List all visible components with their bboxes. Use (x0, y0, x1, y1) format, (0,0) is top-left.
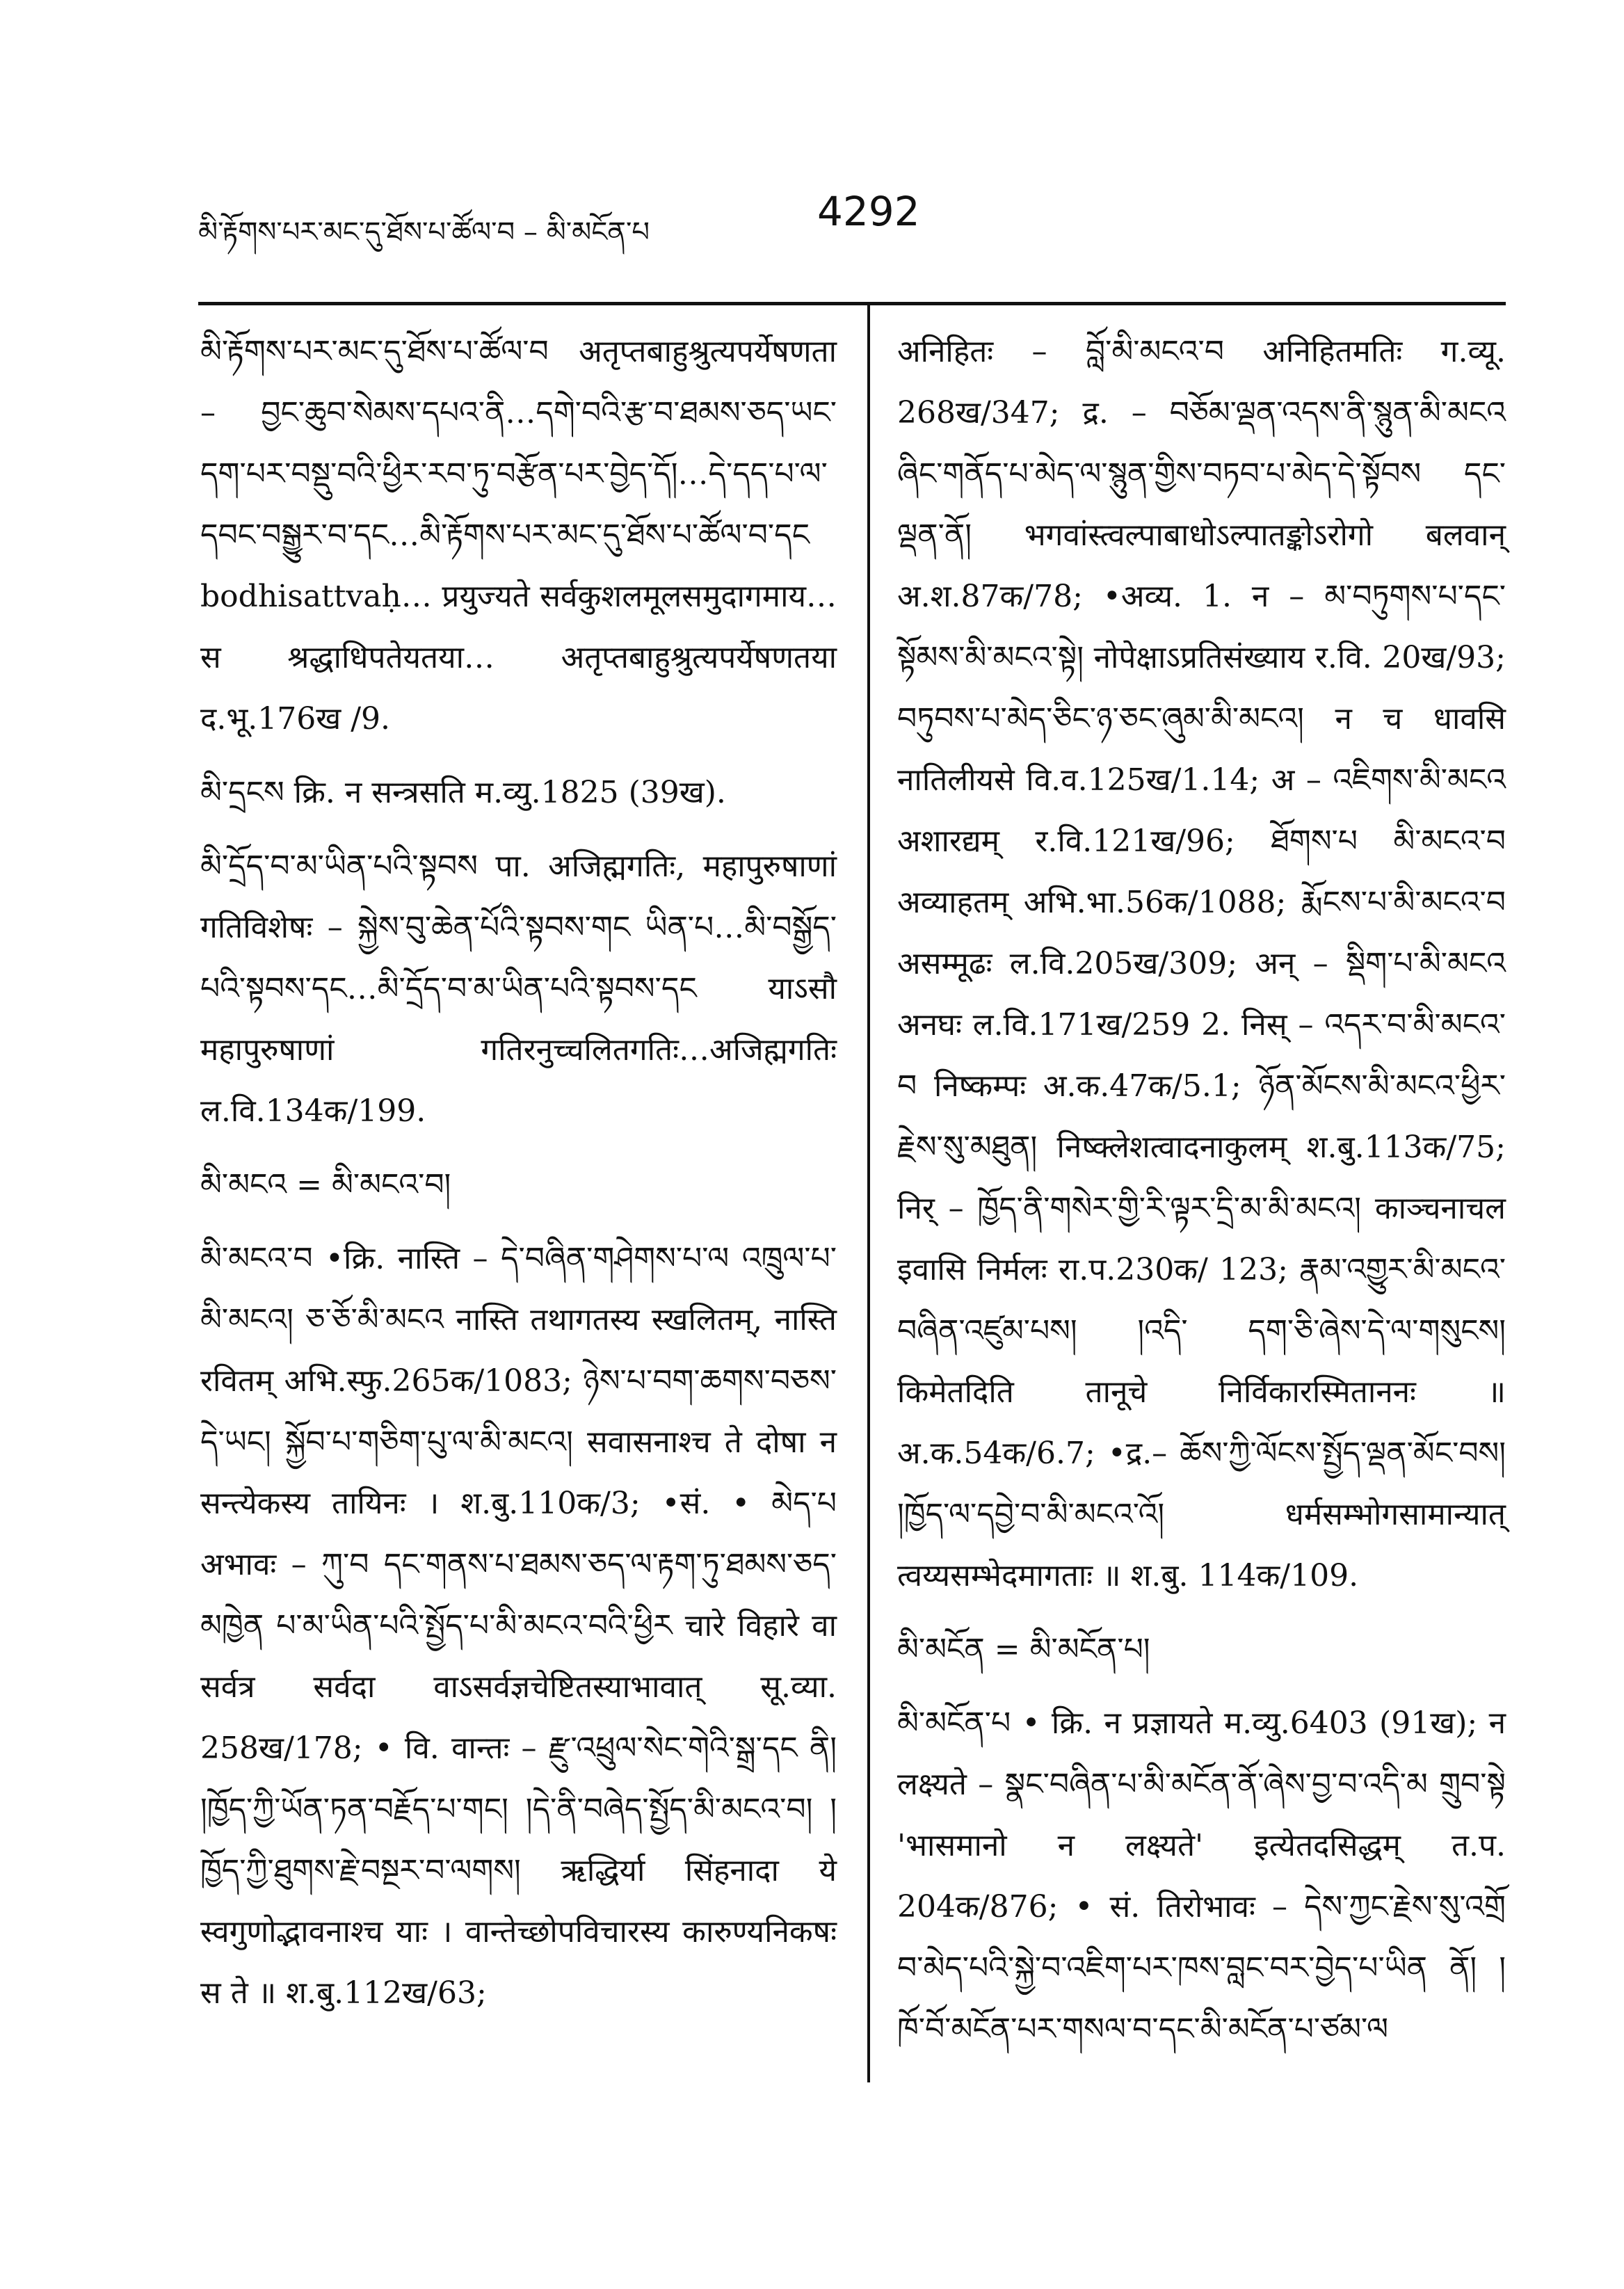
left-column (200, 321, 837, 2234)
cross-reference-entry: མི་མངའ = མི་མངའ་བ། (200, 1167, 451, 1203)
page-header (198, 188, 1506, 257)
column-divider (867, 302, 870, 2082)
dictionary-entry: མི་མངའ་བ •क्रि. नास्ति – དེ་བཞིན་གཤེགས་པ་ལ འཁྲུལ་པ་མི་མངའ། ཅ་ཅོ་མི་མངའ नास्ति तथागतस्य स्खलितम्, नास्ति रवितम् अभि.स्फु.265क/1083; ཉེས་པ་བག་ཆགས་བཅས་དེ་ཡང། སྐྱོབ་པ་གཅིག་པུ་ལ་མི་མངའ། सवासनाश्च ते दोषा न सन्त्येकस्य तायिनः । श.बु.110क/3; •सं. • མེད་པ अभावः – ཀུ་བ དང་གནས་པ་ཐམས་ཅད་ལ་རྟག་ཏུ་ཐམས་ཅད་མཁྱེན པ་མ་ཡིན་པའི་སྤྱོད་པ་མི་མངའ་བའི་ཕྱིར चारे विहारे वा सर्वत्र सर्वदा वाऽसर्वज्ञचेष्टितस्याभावात् सू.व्या. 258ख/178; • वि. वान्तः – རྫུ་འཕྲུལ་སེང་གེའི་སྒྲ་དང ནི། །ཁྱོད་ཀྱི་ཡོན་ཏན་བརྗོད་པ་གང། །དེ་ནི་བཞེད་སྤྱོད་མི་མངའ་བ། །ཁྱོད་ཀྱི་ཐུགས་རྗེ་བསྔར་བ་ལགས། ऋद्धिर्या सिंहनादा ये स्वगुणोद्भावनाश्च याः । वान्तेच्छोपविचारस्य कारुण्यनिकषः स ते ॥ श.बु.112ख/63; (200, 1241, 837, 2011)
dictionary-entry: མི་དྲངས क्रि. न सन्त्रसति म.व्यु.1825 (39ख). (200, 775, 726, 810)
page-number: 4292 (817, 188, 920, 235)
dictionary-entry: མི་དྲོད་བ་མ་ཡིན་པའི་སྟབས पा. अजिह्मगतिः, महापुरुषाणां गतिविशेषः – སྐྱེས་བུ་ཆེན་པོའི་སྟབས་གང ཡིན་པ…མི་བསྒྱོད་པའི་སྟབས་དང…མི་དྲོད་བ་མ་ཡིན་པའི་སྟབས་དང याऽसौ महापुरुषाणां गतिरनुच्चलितगतिः…अजिह्मगतिः ल.वि.134क/199. (200, 849, 837, 1129)
running-title: མི་རྟོགས་པར་མང་དུ་ཐོས་པ་ཚོལ་བ – མི་མངོན་པ (198, 216, 650, 248)
dictionary-entry: མི་རྟོགས་པར་མང་དུ་ཐོས་པ་ཚོལ་བ अतृप्तबाहुश्रुत्यपर्येषणता – བྱང་ཆུབ་སེམས་དཔའ་ནི…དགེ་བའི་རྩ་བ་ཐམས་ཅད་ཡང་དག་པར་བསྡུ་བའི་ཕྱིར་རབ་ཏུ་བརྩོན་པར་བྱེད་དོ།…དེ་དད་པ་ལ་དབང་བསྒྱུར་བ་དང…མི་རྟོགས་པར་མང་དུ་ཐོས་པ་ཚོལ་བ་དང bodhisattvaḥ… प्रयुज्यते सर्वकुशलमूलसमुदागमाय… स श्रद्धाधिपतेयतया… अतृप्तबाहुश्रुत्यपर्येषणतया द.भू.176ख /9. (200, 334, 837, 737)
header-rule (198, 302, 1506, 305)
dictionary-entry: མི་མངོན་པ • क्रि. न प्रज्ञायते म.व्यु.6403 (91ख); न लक्ष्यते – སྣང་བཞིན་པ་མི་མངོན་ནོ་ཞེས་བྱ་བ་འདི་མ གྲུབ་སྟེ 'भासमानो न लक्ष्यते' इत्येतदसिद्धम् त.प. 204क/876; • सं. तिरोभावः – དེས་ཀྱང་རྗེས་སུ་འགྲོ བ་མེད་པའི་སྐྱེ་བ་འཇིག་པར་ཁས་བླང་བར་བྱེད་པ་ཡིན ནོ། །ཁོ་བོ་མངོན་པར་གསལ་བ་དང་མི་མངོན་པ་ཙམ་ལ (897, 1705, 1506, 2047)
dictionary-entry: अनिहितः – བློ་མི་མངའ་བ अनिहितमतिः ग.व्यू. 268ख/347; द्र. – བཅོམ་ལྡན་འདས་ནི་སྙུན་མི་མངའ ཞིང་གནོད་པ་མེད་ལ་སྙུན་གྱིས་བཏབ་པ་མེད་དེ་སྟོབས དང་ལྡན་ནོ། भगवांस्त्वल्पाबाधोऽल्पातङ्कोऽरोगो बलवान् अ.श.87क/78; •अव्य. 1. न – མ་བཏུགས་པ་དང་སྟོམས་མི་མངའ་སྟེ། नोपेक्षाऽप्रतिसंख्याय र.वि. 20ख/93; བཏུབས་པ་མེད་ཅིང་ཉ་ཅང་ཞུམ་མི་མངའ། न च धावसि नातिलीयसे वि.व.125ख/1.14; अ – འཇིགས་མི་མངའ अशारद्यम् र.वि.121ख/96; ཐོགས་པ མི་མངའ་བ अव्याहतम् अभि.भा.56क/1088; རྨོངས་པ་མི་མངའ་བ असम्मूढः ल.वि.205ख/309; अन् – སྡིག་པ་མི་མངའ अनघः ल.वि.171ख/259 2. निस् – འདར་བ་མི་མངའ་བ निष्कम्पः अ.क.47क/5.1; ཉོན་མོངས་མི་མངའ་ཕྱིར་རྗེས་སུ་མཐུན། निष्क्लेशत्वादनाकुलम् श.बु.113क/75; निर् – ཁྱོད་ནི་གསེར་གྱི་རི་ལྟར་དྲི་མ་མི་མངའ། काञ्चनाचल इवासि निर्मलः रा.प.230क/ 123; རྣམ་འགྱུར་མི་མངའ་བཞིན་འཛུམ་པས། །འདི་ དག་ཅི་ཞེས་དེ་ལ་གསུངས། किमेतदिति तानूचे निर्विकारस्मिताननः ॥ अ.क.54क/6.7; •द्र.– ཆོས་ཀྱི་ལོངས་སྤྱོད་ལྡན་མོང་བས། །ཁྱོད་ལ་དབྱེ་བ་མི་མངའ་འོ། धर्मसम्भोगसामान्यात् त्वय्यसम्भेदमागताः ॥ श.बु. 114क/109. (897, 334, 1506, 1593)
right-column (897, 321, 1506, 2047)
cross-reference-entry: མི་མངོན = མི་མངོན་པ། (897, 1632, 1150, 1667)
